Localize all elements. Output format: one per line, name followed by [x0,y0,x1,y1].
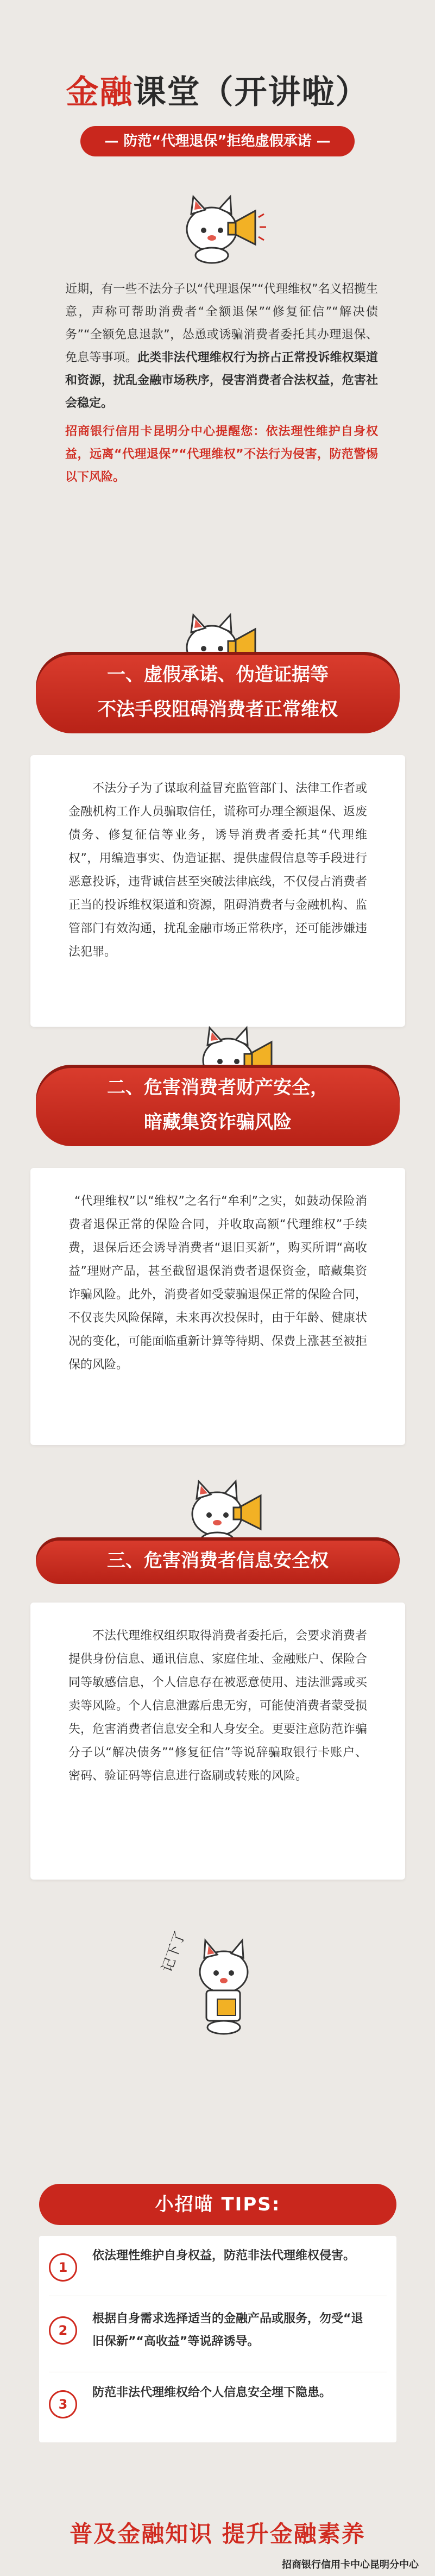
section-2-title-line2: 暗藏集资诈骗风险 [144,1111,292,1133]
mascot-cat-megaphone-icon [174,185,266,266]
tip-number-badge: 1 [49,2253,77,2282]
page-title [0,66,435,113]
section-1-title-line2: 不法手段阻碍消费者正常维权 [98,699,338,720]
section-3-card [30,1603,405,1880]
section-3-body: 不法代理维权组织取得消费者委托后，会要求消费者提供身份信息、通讯信息、家庭住址、金融账户、保险合同等敏感信息，个人信息存在被恶意使用、违法泄露或买卖等风险。个人信息泄露后患无穷，可能使消费者蒙受损失，危害消费者信息安全和人身安全。更要注意防范诈骗分子以“解决债务”“修复征信”等说辞骗取银行卡账户、密码、验证码等信息进行盗刷或转账的风险。 [68,1629,368,1783]
tip-item [49,2304,386,2364]
intro-text [65,278,378,489]
intro-paragraph: 近期，有一些不法分子以“代理退保”“代理维权”名义招揽生意，声称可帮助消费者“全额退保”“修复征信”“解决债务”“全额免息退款”，怂恿或诱骗消费者委托其办理退保、免息等事项。 [65,282,378,365]
section-2-header [36,1065,400,1146]
tip-item [49,2378,386,2438]
footer-org: 招商银行信用卡中心昆明分中心 [282,2559,419,2571]
mascot-cat-notepad-icon [159,1928,261,2037]
section-3-header [36,1537,400,1584]
tips-header: 小招喵 TIPS: [39,2184,396,2225]
mascot-caption: 记下了 [159,1928,189,1975]
section-1-header [36,652,400,733]
section-1-card [30,755,405,1027]
tip-number-badge: 2 [49,2316,77,2345]
section-2-title-line1: 二、危害消费者财产安全， [107,1077,329,1098]
tips-card [39,2236,396,2442]
title-rest: 课堂（开讲啦） [133,73,369,111]
tip-number-badge: 3 [49,2390,77,2418]
section-1-body: 不法分子为了谋取利益冒充监管部门、法律工作者或金融机构工作人员骗取信任，谎称可办理全额退保、返废债务、修复征信等业务，诱导消费者委托其“代理维权”，用编造事实、伪造证据、提供虚假信息等手段进行恶意投诉，违背诚信甚至突破法律底线，不仅侵占消费者正当的投诉维权渠道和资源，阻碍消费者与金融机构、监管部门有效沟通，扰乱金融市场正常秩序，还可能涉嫌违法犯罪。 [68,782,368,959]
intro-reminder: 招商银行信用卡昆明分中心提醒您：依法理性维护自身权益，远离“代理退保”“代理维权”不法行为侵害，防范警惕以下风险。 [65,425,378,484]
tip-text: 根据自身需求选择适当的金融产品或服务，勿受“退旧保新”“高收益”等说辞诱导。 [92,2312,363,2348]
section-2-card [30,1168,405,1445]
section-3-title-line1: 三、危害消费者信息安全权 [107,1550,329,1572]
tip-item [49,2241,386,2301]
section-1-title-line1: 一、虚假承诺、伪造证据等 [107,664,329,686]
subtitle-banner: — 防范“代理退保”拒绝虚假承诺 — [80,126,355,156]
tip-text: 依法理性维护自身权益，防范非法代理维权侵害。 [92,2249,356,2263]
tip-text: 防范非法代理维权给个人信息安全埋下隐患。 [92,2386,332,2399]
section-2-body: “代理维权”以“维权”之名行“牟利”之实，如鼓动保险消费者退保正常的保险合同，并收取高额“代理维权”手续费，退保后还会诱导消费者“退旧买新”，购买所谓“高收益”理财产品，甚至截留退保消费者退保资金，暗藏集资诈骗风险。此外，消费者如受蒙骗退保正常的保险合同，不仅丧失风险保障，未来再次投保时，由于年龄、健康状况的变化，可能面临重新计算等待期、保费上涨甚至被拒保的风险。 [68,1195,368,1372]
slogan: 普及金融知识 提升金融素养 [70,2521,365,2547]
intro-bold-statement: 此类非法代理维权行为挤占正常投诉维权渠道和资源，扰乱金融市场秩序，侵害消费者合法权益，危害社会稳定。 [65,351,378,410]
title-highlight: 金融 [66,73,134,111]
